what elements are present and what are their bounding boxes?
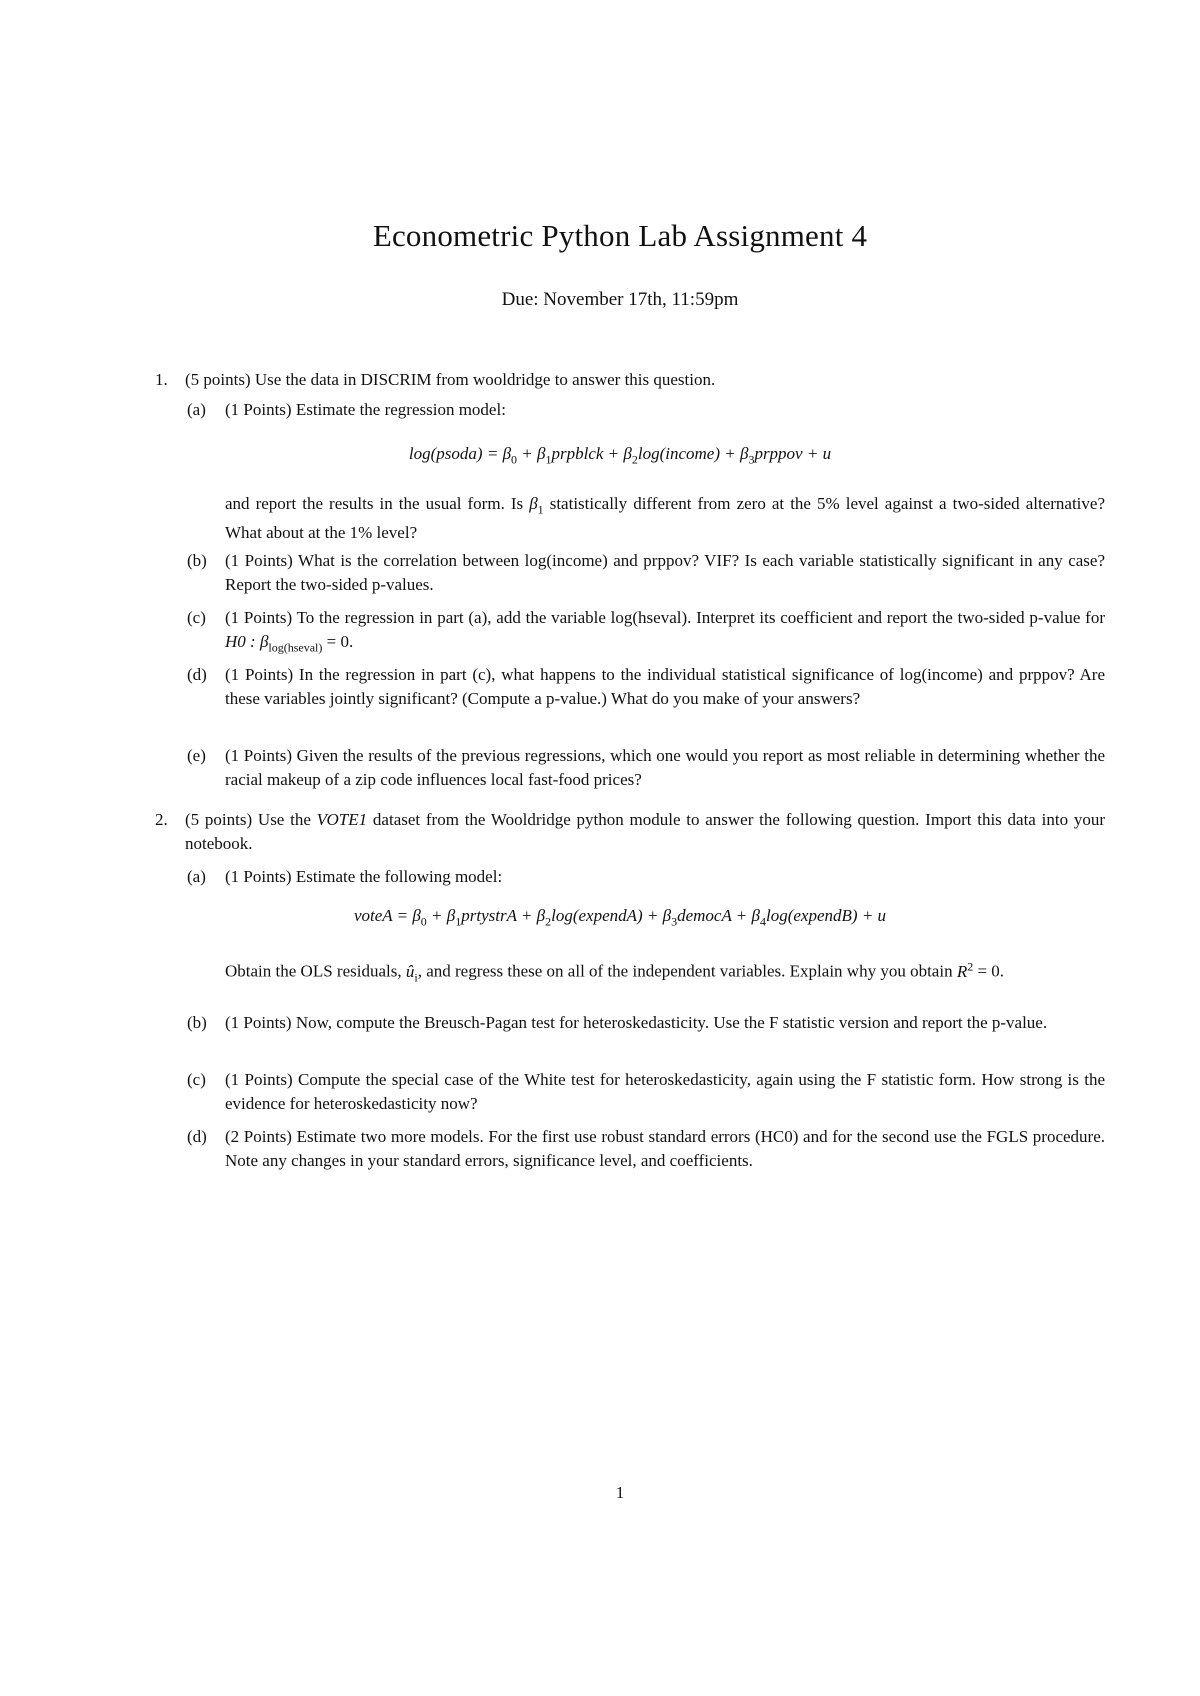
question-2-part-d: [187, 1125, 1105, 1173]
part-label: (b): [187, 551, 207, 570]
question-2-part-a: [187, 865, 1105, 889]
part-text: (1 Points) To the regression in part (a), add the variable log(hseval). Interpret its coefficient and report the two-sided p-value for H0 : $\beta_{log(hseval)} = 0$.: [225, 608, 1105, 655]
regression-equation: log(psoda) = $\beta_0$ + $\beta_1prpblck$ + $\beta_2\log(income)$ + $\beta_3prppov + u$: [408, 444, 832, 467]
dataset-name: VOTE1: [316, 810, 368, 829]
question-1-part-a: [187, 398, 1105, 422]
part-text: (1 Points) What is the correlation between log(income) and prppov? VIF? Is each variable statistically significant in any case? Report the two-sided p-values.: [225, 551, 1105, 594]
document-title: Econometric Python Lab Assignment 4: [372, 218, 868, 253]
question-1-part-b: [187, 549, 1105, 597]
part-label: (b): [187, 1013, 207, 1032]
part-label: (a): [187, 867, 206, 886]
part-a-followup: and report the results in the usual form. Is $\beta_1$ statistically different from zero at the 5% level against a two-sided alternative? What about at the 1% level?: [225, 494, 1105, 543]
part-label: (c): [187, 1070, 206, 1089]
question-2-part-b: [187, 1011, 1105, 1035]
part-text: (1 Points) Estimate the following model:: [225, 867, 503, 886]
question-1-part-d: [187, 663, 1105, 711]
question-intro: (5 points) Use the data in DISCRIM from wooldridge to answer this question.: [185, 370, 716, 389]
part-text: (1 Points) Compute the special case of the White test for heteroskedasticity, again using the F statistic form. How strong is the evidence for heteroskedasticity now?: [225, 1070, 1105, 1113]
question-1: [155, 368, 1105, 392]
question-1-part-e: [187, 744, 1105, 792]
part-text: (1 Points) Given the results of the previous regressions, which one would you report as most reliable in determining whether the racial makeup of a zip code influences local fast-food prices?: [225, 746, 1105, 789]
regression-equation: voteA = $\beta_0$ + $\beta_1prtystrA$ + $\beta_2\log(expendA)$ + $\beta_3democA$ + $\beta_4\log(expendB) + u$: [353, 906, 887, 929]
question-intro: (5 points) Use the VOTE1 dataset from the Wooldridge python module to answer the following question. Import this data into your notebook.: [185, 810, 1105, 853]
part-label: (c): [187, 608, 206, 627]
part-label: (a): [187, 400, 206, 419]
part-label: (d): [187, 665, 207, 684]
question-number: 2.: [155, 810, 168, 829]
part-text: (2 Points) Estimate two more models. For the first use robust standard errors (HC0) and for the second use the FGLS procedure. Note any changes in your standard errors, significance level, and coefficients.: [225, 1127, 1105, 1170]
question-2-part-c: [187, 1068, 1105, 1116]
part-text: (1 Points) Estimate the regression model:: [225, 400, 506, 419]
part-text: (1 Points) In the regression in part (c), what happens to the individual statistical significance of log(income) and prppov? Are these variables jointly significant? (Compute a p-value.) What do you make of your answers?: [225, 665, 1105, 708]
question-number: 1.: [155, 370, 168, 389]
due-date: Due: November 17th, 11:59pm: [501, 289, 739, 310]
question-1-part-c: [187, 606, 1105, 659]
part-label: (e): [187, 746, 206, 765]
question-2: [155, 808, 1105, 856]
part-a-followup: Obtain the OLS residuals, $û_i$, and regress these on all of the independent variables. Explain why you obtain $R^2 = 0$.: [225, 959, 1005, 985]
part-text: (1 Points) Now, compute the Breusch-Pagan test for heteroskedasticity. Use the F statistic version and report the p-value.: [225, 1013, 1048, 1032]
page-number: 1: [615, 1483, 625, 1502]
part-label: (d): [187, 1127, 207, 1146]
